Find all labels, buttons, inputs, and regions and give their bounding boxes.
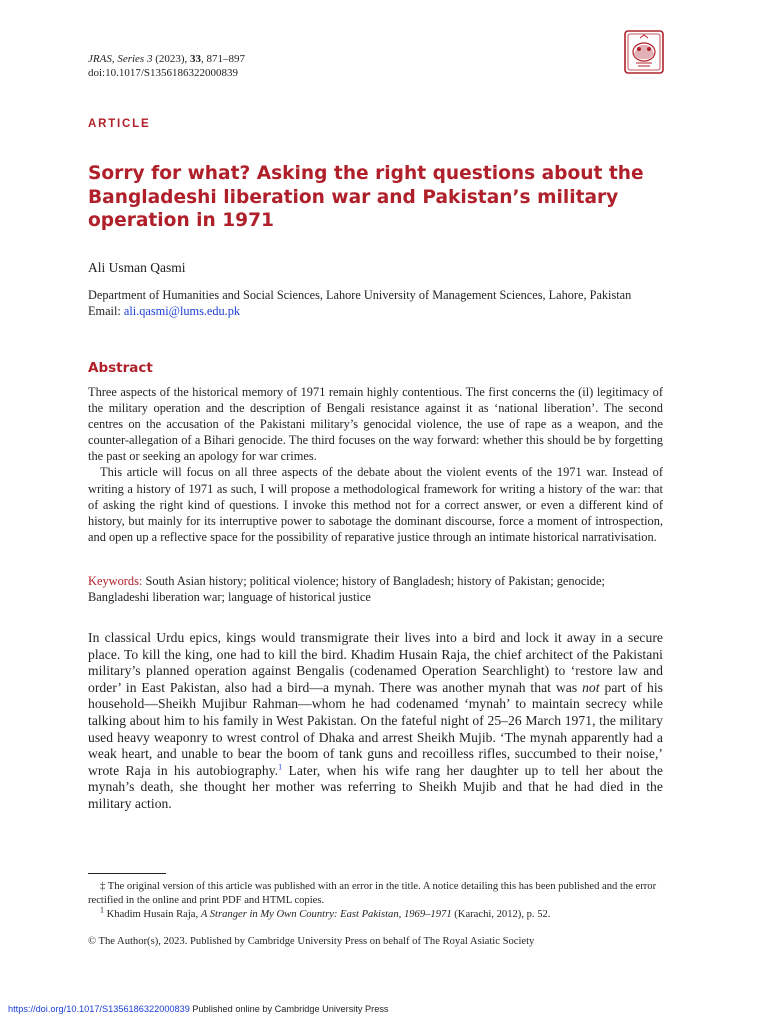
abstract-paragraph-2: This article will focus on all three aspects of the debate about the violent events of the 1971 war. Instead of writing a history of 1971 as such, I will propose a methodological framework for writing a history of the war: that of asking the right kind of questions. I invoke this method not for a correct answer, or even a different kind of history, but mainly for its interruptive power to sabotage the dominant discourse, force a moment of introspection, and open up a reflective space for the possibility of reparative justice through an intimate historical narrativisation.: [88, 465, 663, 544]
journal-volume: 33: [190, 53, 202, 65]
keywords: [88, 573, 663, 605]
published-online-text: Published online by Cambridge University Press: [189, 1004, 389, 1014]
journal-name: JRAS, Series 3: [88, 53, 153, 65]
footnote-divider: [88, 873, 166, 874]
affiliation-department: Department of Humanities and Social Sciences, Lahore University of Management Sciences, Lahore, Pakistan: [88, 288, 632, 302]
abstract-paragraph-1: Three aspects of the historical memory of 1971 remain highly contentious. The first concerns the (il) legitimacy of the military operation and the description of Bengali resistance against it as ‘national liberation’. The second centres on the accusation of the Pakistani military’s genocidal violence, the use of rape as a weapon, and the counter-allegation of a Bihari genocide. The third focuses on the way forward: whether this should be by forgetting the past or seeking an apology for war crimes.: [88, 385, 663, 464]
footnote-1-number: 1: [100, 905, 104, 915]
abstract-body: [88, 384, 663, 545]
email-line: [88, 304, 668, 320]
author-affiliation: [88, 288, 668, 319]
footnote-ref-1[interactable]: 1: [278, 762, 283, 772]
footnote-1-book-title: A Stranger in My Own Country: East Pakistan, 1969–1971: [200, 909, 452, 920]
footnote-1-post: (Karachi, 2012), p. 52.: [451, 909, 551, 920]
publication-footer: [8, 1004, 389, 1014]
abstract-heading: Abstract: [88, 360, 153, 376]
article-type-label: ARTICLE: [88, 118, 151, 130]
journal-year: (2023),: [155, 53, 188, 65]
author-name: Ali Usman Qasmi: [88, 260, 186, 275]
footnote-correction: ‡ The original version of this article was published with an error in the title. A notice detailing this has been published and the error rectified in the online and print PDF and HTML copies.: [88, 881, 657, 906]
doi-url-link[interactable]: https://doi.org/10.1017/S1356186322000839: [8, 1004, 190, 1014]
doi-text: doi:10.1017/S1356186322000839: [88, 67, 239, 79]
body-text-part-3: Later, when his wife rang her daughter up to tell her about the mynah’s death, she thought her mother was referring to Sheikh Mujib and that he had died in the military action.: [88, 762, 663, 811]
email-label: Email:: [88, 303, 121, 318]
journal-pages: , 871–897: [201, 53, 246, 65]
body-paragraph: [88, 630, 663, 813]
body-text-part-2: part of his household—Sheikh Mujibur Rahman—whom he had codenamed ‘mynah’ to maintain secrecy while talking about him to his family in West Pakistan. On the fateful night of 25–26 March 1971, the military used heavy weaponry to wrest control of Dhaka and arrest Sheikh Mujib. ‘The mynah apparently had a weak heart, and unable to bear the boom of tank guns and recoilless rifles, succumbed to their noise,’ wrote Raja in his autobiography.: [88, 679, 663, 778]
footnote-1: [88, 905, 663, 922]
body-text-part-1: In classical Urdu epics, kings would transmigrate their lives into a bird and lock it away in a secure place. To kill the king, one had to kill the bird. Khadim Husain Raja, the chief architect of the Pakistani military’s planned operation against Bengalis (codenamed Operation Searchlight) to ‘restore law and order’ in East Pakistan, also had a bird—a mynah. There was another mynah that was: [88, 630, 663, 695]
keywords-label: Keywords:: [88, 574, 143, 588]
society-seal-icon: [624, 30, 664, 74]
email-link[interactable]: ali.qasmi@lums.edu.pk: [123, 303, 241, 318]
keywords-text: South Asian history; political violence; history of Bangladesh; history of Pakistan; genocide; Bangladeshi liberation war; language of historical justice: [88, 574, 605, 605]
article-title: Sorry for what? Asking the right questions about the Bangladeshi liberation war and Pakistan’s military operation in 1971: [88, 163, 644, 231]
footnote-1-pre: Khadim Husain Raja,: [104, 909, 201, 920]
body-emphasis: not: [582, 679, 600, 695]
journal-citation: [88, 52, 245, 80]
copyright-notice: © The Author(s), 2023. Published by Cambridge University Press on behalf of The Royal Asiatic Society: [88, 936, 535, 947]
